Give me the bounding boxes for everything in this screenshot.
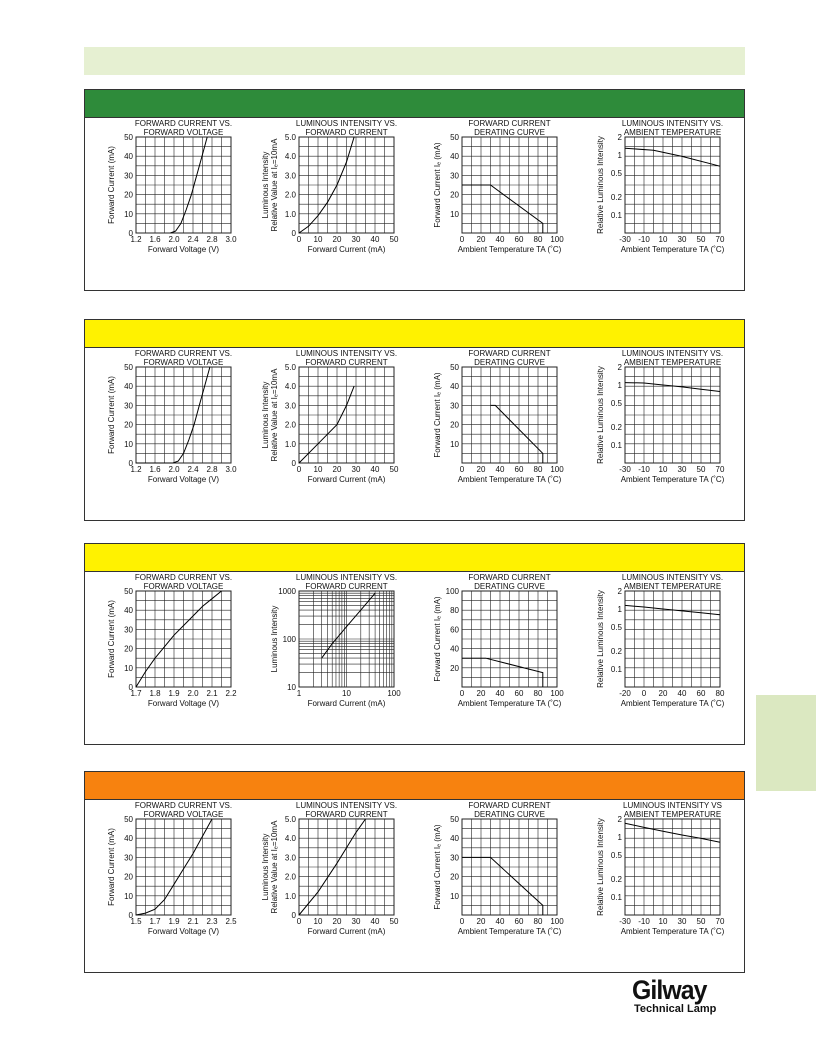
chart-title-line: FORWARD CURRENT [305, 810, 388, 819]
chart-grid [299, 819, 394, 915]
x-tick-label: 40 [677, 689, 687, 698]
chart-3-3 [413, 570, 571, 742]
x-tick-label: 2.4 [187, 235, 199, 244]
x-axis-label: Forward Voltage (V) [147, 475, 220, 484]
x-tick-label: 100 [550, 917, 564, 926]
x-tick-label: 30 [677, 235, 687, 244]
y-axis-label: Relative Luminous Intensity [596, 590, 605, 688]
band-4 [85, 772, 744, 800]
y-tick-label: 10 [124, 663, 133, 673]
series-line [462, 185, 543, 233]
y-axis-label: Forward Current Iₑ (mA) [433, 372, 442, 458]
y-tick-label: 10 [124, 209, 133, 219]
y-tick-label: 30 [124, 625, 133, 635]
chart-title-line: AMBIENT TEMPERATURE [623, 358, 722, 367]
x-axis-label: Ambient Temperature TA (˚C) [620, 699, 725, 708]
x-tick-label: 40 [495, 235, 505, 244]
y-tick-label: 40 [124, 834, 133, 844]
y-axis-label: Forward Current (mA) [107, 828, 116, 906]
chart-grid [462, 367, 557, 463]
logo-sub-text: Technical Lamp [634, 1003, 717, 1015]
y-tick-label: 1.0 [284, 891, 296, 901]
x-tick-label: 100 [387, 689, 401, 698]
chart-title-line: LUMINOUS INTENSITY VS. [621, 119, 724, 128]
x-tick-label: 1.6 [149, 235, 161, 244]
y-axis-label: Relative Luminous Intensity [596, 366, 605, 464]
x-tick-label: 20 [332, 465, 342, 474]
x-tick-label: 2.5 [225, 917, 237, 926]
x-tick-label: -10 [638, 917, 650, 926]
x-tick-label: 50 [696, 235, 706, 244]
y-tick-label: 1 [617, 151, 622, 161]
x-tick-label: 50 [389, 917, 399, 926]
x-axis-label: Ambient Temperature TA (˚C) [457, 699, 562, 708]
x-tick-label: 0 [459, 465, 465, 474]
y-tick-label: 1000 [278, 587, 296, 596]
y-tick-label: 100 [445, 587, 459, 596]
chart-title-line: FORWARD CURRENT [305, 128, 388, 137]
y-tick-label: 30 [124, 853, 133, 863]
chart-title-line: DERATING CURVE [474, 128, 545, 137]
chart-1-4 [576, 116, 734, 288]
y-tick-label: 0 [291, 459, 296, 468]
x-tick-label: 1 [296, 689, 302, 698]
x-tick-label: -30 [619, 465, 631, 474]
x-tick-label: 20 [332, 235, 342, 244]
y-tick-label: 0.5 [610, 623, 622, 633]
chart-title-line: DERATING CURVE [474, 582, 545, 591]
y-tick-label: 20 [124, 872, 133, 882]
x-tick-label: 0 [459, 689, 465, 698]
x-tick-label: 2.8 [206, 235, 218, 244]
x-axis-label: Forward Current (mA) [307, 475, 386, 484]
x-tick-label: 40 [370, 465, 380, 474]
y-tick-label: 20 [124, 644, 133, 654]
x-tick-label: 80 [533, 235, 543, 244]
y-axis-label: Relative Value at Iₑ=10mA [270, 368, 279, 462]
series-line [322, 593, 375, 658]
chart-grid [625, 367, 720, 463]
x-tick-label: 80 [533, 465, 543, 474]
chart-title-line: AMBIENT TEMPERATURE [623, 810, 722, 819]
x-tick-label: 80 [715, 689, 725, 698]
x-tick-label: 3.0 [225, 235, 237, 244]
chart-2-3 [413, 346, 571, 518]
y-tick-label: 30 [450, 401, 459, 411]
chart-1-1 [87, 116, 245, 288]
y-tick-label: 1 [617, 381, 622, 391]
y-tick-label: 20 [124, 190, 133, 200]
x-tick-label: 2.3 [206, 917, 218, 926]
x-tick-label: 10 [342, 689, 351, 698]
y-tick-label: 0.2 [610, 422, 622, 432]
chart-grid [625, 591, 720, 687]
series-line [462, 658, 543, 687]
x-tick-label: 2.2 [225, 689, 237, 698]
logo-main-text: Gilway [632, 975, 707, 1005]
x-tick-label: 2.0 [187, 689, 199, 698]
y-tick-label: 80 [450, 606, 459, 616]
y-tick-label: 40 [450, 152, 459, 162]
x-axis-label: Forward Current (mA) [307, 699, 386, 708]
x-tick-label: 0 [296, 465, 302, 474]
x-tick-label: 40 [370, 235, 380, 244]
y-axis-label: Relative Value at Iₑ=10mA [270, 138, 279, 232]
y-tick-label: 0.5 [610, 399, 622, 409]
chart-title-line: FORWARD CURRENT VS. [134, 801, 233, 810]
y-axis-label: Relative Luminous Intensity [596, 136, 605, 234]
y-tick-label: 40 [450, 644, 459, 654]
x-tick-label: 20 [476, 465, 486, 474]
chart-title-line: LUMINOUS INTENSITY VS. [295, 349, 398, 358]
y-tick-label: 20 [450, 663, 459, 673]
y-tick-label: 0.5 [610, 851, 622, 861]
y-tick-label: 40 [124, 382, 133, 392]
x-tick-label: 30 [677, 917, 687, 926]
y-tick-label: 60 [450, 625, 459, 635]
y-axis-label: Forward Current (mA) [107, 146, 116, 224]
y-tick-label: 100 [282, 635, 296, 644]
chart-title-line: FORWARD CURRENT [468, 349, 551, 358]
y-tick-label: 0 [128, 229, 133, 238]
y-tick-label: 50 [450, 133, 459, 142]
x-axis-label: Ambient Temperature TA (˚C) [620, 475, 725, 484]
y-tick-label: 0.2 [610, 646, 622, 656]
x-tick-label: 3.0 [225, 465, 237, 474]
y-tick-label: 1 [617, 605, 622, 615]
chart-title-line: LUMINOUS INTENSITY VS. [295, 119, 398, 128]
y-tick-label: 40 [450, 834, 459, 844]
y-axis-label: Forward Current Iₑ (mA) [433, 142, 442, 228]
x-tick-label: 20 [476, 917, 486, 926]
chart-title-line: FORWARD VOLTAGE [143, 128, 224, 137]
x-tick-label: 2.0 [168, 235, 180, 244]
x-tick-label: 60 [696, 689, 706, 698]
chart-1-3 [413, 116, 571, 288]
y-tick-label: 2 [617, 815, 622, 824]
y-tick-label: 20 [124, 420, 133, 430]
y-tick-label: 0.1 [610, 440, 622, 450]
y-tick-label: 50 [450, 363, 459, 372]
x-tick-label: 70 [715, 917, 725, 926]
chart-title-line: FORWARD CURRENT VS. [134, 349, 233, 358]
y-tick-label: 0 [291, 229, 296, 238]
chart-grid [299, 137, 394, 233]
y-tick-label: 2 [617, 587, 622, 596]
chart-4-3 [413, 798, 571, 970]
chart-grid [136, 367, 231, 463]
x-tick-label: 0 [296, 235, 302, 244]
chart-title-line: FORWARD VOLTAGE [143, 582, 224, 591]
y-tick-label: 20 [450, 190, 459, 200]
y-tick-label: 10 [287, 683, 296, 692]
x-tick-label: 30 [351, 235, 361, 244]
y-axis-label: Luminous Intensity [261, 833, 270, 901]
band-1 [85, 90, 744, 118]
y-tick-label: 0 [128, 911, 133, 920]
chart-4-2 [250, 798, 408, 970]
x-tick-label: 2.1 [187, 917, 199, 926]
x-tick-label: 20 [332, 917, 342, 926]
x-tick-label: 10 [658, 465, 668, 474]
chart-title-line: FORWARD CURRENT [305, 582, 388, 591]
chart-2-2 [250, 346, 408, 518]
x-axis-label: Ambient Temperature TA (˚C) [620, 927, 725, 936]
y-tick-label: 2.0 [284, 420, 296, 430]
y-tick-label: 50 [124, 815, 133, 824]
x-tick-label: 20 [476, 689, 486, 698]
y-tick-label: 50 [124, 587, 133, 596]
chart-1-2 [250, 116, 408, 288]
x-tick-label: 30 [351, 917, 361, 926]
band-3 [85, 544, 744, 572]
chart-grid [625, 137, 720, 233]
x-tick-label: 60 [514, 917, 524, 926]
x-tick-label: 2.8 [206, 465, 218, 474]
y-axis-label: Forward Current Iₑ (mA) [433, 824, 442, 910]
x-axis-label: Forward Voltage (V) [147, 699, 220, 708]
chart-2-4 [576, 346, 734, 518]
x-tick-label: 1.9 [168, 689, 180, 698]
y-axis-label: Relative Luminous Intensity [596, 818, 605, 916]
x-tick-label: 10 [658, 235, 668, 244]
chart-title-line: FORWARD CURRENT [468, 119, 551, 128]
chart-3-1 [87, 570, 245, 742]
x-tick-label: 20 [476, 235, 486, 244]
x-tick-label: 40 [495, 917, 505, 926]
y-tick-label: 0 [291, 911, 296, 920]
x-tick-label: -30 [619, 917, 631, 926]
chart-grid [136, 819, 231, 915]
x-axis-label: Forward Current (mA) [307, 245, 386, 254]
side-tab [756, 695, 816, 791]
y-tick-label: 5.0 [284, 133, 296, 142]
y-tick-label: 0.5 [610, 169, 622, 179]
chart-title-line: AMBIENT TEMPERATURE [623, 582, 722, 591]
x-tick-label: 60 [514, 689, 524, 698]
chart-title-line: FORWARD CURRENT VS. [134, 119, 233, 128]
y-tick-label: 3.0 [284, 171, 296, 181]
chart-title-line: LUMINOUS INTENSITY VS. [621, 573, 724, 582]
x-tick-label: 1.9 [168, 917, 180, 926]
chart-title-line: DERATING CURVE [474, 358, 545, 367]
company-logo [632, 976, 742, 1016]
chart-4-1 [87, 798, 245, 970]
band-2 [85, 320, 744, 348]
y-tick-label: 4.0 [284, 382, 296, 392]
y-tick-label: 40 [450, 382, 459, 392]
chart-title-line: DERATING CURVE [474, 810, 545, 819]
chart-2-1 [87, 346, 245, 518]
x-tick-label: 2.1 [206, 689, 218, 698]
y-tick-label: 20 [450, 872, 459, 882]
x-axis-label: Forward Voltage (V) [147, 927, 220, 936]
x-tick-label: 100 [550, 689, 564, 698]
y-axis-label: Luminous Intensity [261, 381, 270, 449]
y-tick-label: 2 [617, 133, 622, 142]
chart-title-line: LUMINOUS INTENSITY VS. [295, 573, 398, 582]
y-tick-label: 2.0 [284, 190, 296, 200]
x-axis-label: Ambient Temperature TA (˚C) [457, 927, 562, 936]
x-tick-label: 1.2 [130, 235, 142, 244]
y-tick-label: 50 [124, 133, 133, 142]
chart-title-line: LUMINOUS INTENSITY VS. [621, 349, 724, 358]
x-tick-label: 50 [696, 465, 706, 474]
x-tick-label: 1.5 [130, 917, 142, 926]
chart-grid [299, 591, 394, 687]
x-tick-label: 40 [495, 465, 505, 474]
y-tick-label: 30 [450, 171, 459, 181]
x-tick-label: 0 [459, 917, 465, 926]
x-tick-label: 60 [514, 235, 524, 244]
x-tick-label: 100 [550, 465, 564, 474]
y-tick-label: 50 [124, 363, 133, 372]
y-tick-label: 0 [128, 683, 133, 692]
y-tick-label: 1.0 [284, 209, 296, 219]
y-tick-label: 1 [617, 833, 622, 843]
x-axis-label: Ambient Temperature TA (˚C) [457, 475, 562, 484]
y-tick-label: 10 [124, 891, 133, 901]
x-tick-label: 80 [533, 917, 543, 926]
x-axis-label: Ambient Temperature TA (˚C) [620, 245, 725, 254]
x-tick-label: 0 [641, 689, 647, 698]
y-tick-label: 4.0 [284, 834, 296, 844]
y-tick-label: 2 [617, 363, 622, 372]
x-tick-label: 2.4 [187, 465, 199, 474]
y-tick-label: 30 [450, 853, 459, 863]
x-axis-label: Forward Voltage (V) [147, 245, 220, 254]
y-tick-label: 10 [450, 891, 459, 901]
x-tick-label: 70 [715, 465, 725, 474]
y-tick-label: 30 [124, 401, 133, 411]
chart-grid [136, 137, 231, 233]
x-tick-label: 0 [296, 917, 302, 926]
y-tick-label: 3.0 [284, 401, 296, 411]
y-tick-label: 3.0 [284, 853, 296, 863]
y-axis-label: Luminous Intensity [261, 151, 270, 219]
x-tick-label: 10 [658, 917, 668, 926]
y-tick-label: 40 [124, 152, 133, 162]
x-tick-label: -10 [638, 465, 650, 474]
y-tick-label: 5.0 [284, 363, 296, 372]
x-axis-label: Ambient Temperature TA (˚C) [457, 245, 562, 254]
x-tick-label: 40 [495, 689, 505, 698]
x-tick-label: 1.6 [149, 465, 161, 474]
y-tick-label: 40 [124, 606, 133, 616]
y-tick-label: 5.0 [284, 815, 296, 824]
y-tick-label: 4.0 [284, 152, 296, 162]
chart-title-line: FORWARD VOLTAGE [143, 810, 224, 819]
x-tick-label: -10 [638, 235, 650, 244]
chart-title-line: AMBIENT TEMPERATURE [623, 128, 722, 137]
chart-title-line: FORWARD CURRENT [468, 801, 551, 810]
y-tick-label: 10 [450, 209, 459, 219]
top-strip [84, 47, 745, 75]
y-tick-label: 20 [450, 420, 459, 430]
chart-title-line: FORWARD CURRENT [468, 573, 551, 582]
chart-3-2 [250, 570, 408, 742]
y-axis-label: Forward Current (mA) [107, 376, 116, 454]
chart-grid [136, 591, 231, 687]
x-tick-label: 1.2 [130, 465, 142, 474]
x-tick-label: 10 [313, 917, 323, 926]
x-tick-label: 1.7 [149, 917, 161, 926]
chart-3-4 [576, 570, 734, 742]
x-tick-label: 10 [313, 235, 323, 244]
chart-title-line: FORWARD CURRENT VS. [134, 573, 233, 582]
y-axis-label: Forward Current (mA) [107, 600, 116, 678]
x-tick-label: 50 [389, 235, 399, 244]
x-tick-label: 2.0 [168, 465, 180, 474]
y-tick-label: 0.2 [610, 192, 622, 202]
y-axis-label: Luminous Intensity [270, 605, 279, 673]
y-tick-label: 0.2 [610, 874, 622, 884]
y-tick-label: 0 [128, 459, 133, 468]
x-tick-label: 70 [715, 235, 725, 244]
y-tick-label: 0.1 [610, 664, 622, 674]
x-tick-label: 30 [677, 465, 687, 474]
x-tick-label: 1.7 [130, 689, 142, 698]
x-axis-label: Forward Current (mA) [307, 927, 386, 936]
y-axis-label: Relative Value at Iₑ=10mA [270, 820, 279, 914]
y-tick-label: 10 [124, 439, 133, 449]
chart-4-4 [576, 798, 734, 970]
x-tick-label: 20 [658, 689, 668, 698]
y-tick-label: 0.1 [610, 210, 622, 220]
x-tick-label: 50 [696, 917, 706, 926]
x-tick-label: 50 [389, 465, 399, 474]
x-tick-label: 30 [351, 465, 361, 474]
x-tick-label: -30 [619, 235, 631, 244]
y-axis-label: Forward Current Iₑ (mA) [433, 596, 442, 682]
x-tick-label: 10 [313, 465, 323, 474]
x-tick-label: 40 [370, 917, 380, 926]
chart-title-line: FORWARD CURRENT [305, 358, 388, 367]
x-tick-label: 80 [533, 689, 543, 698]
chart-title-line: FORWARD VOLTAGE [143, 358, 224, 367]
x-tick-label: 60 [514, 465, 524, 474]
y-tick-label: 2.0 [284, 872, 296, 882]
chart-grid [462, 819, 557, 915]
x-tick-label: 1.8 [149, 689, 161, 698]
chart-title-line: LUMINOUS INTENSITY VS. [295, 801, 398, 810]
y-tick-label: 50 [450, 815, 459, 824]
x-tick-label: -20 [619, 689, 631, 698]
y-tick-label: 10 [450, 439, 459, 449]
y-tick-label: 30 [124, 171, 133, 181]
chart-title-line: LUMINOUS INTENSITY VS [623, 801, 722, 810]
x-tick-label: 0 [459, 235, 465, 244]
x-tick-label: 100 [550, 235, 564, 244]
y-tick-label: 0.1 [610, 892, 622, 902]
y-tick-label: 1.0 [284, 439, 296, 449]
